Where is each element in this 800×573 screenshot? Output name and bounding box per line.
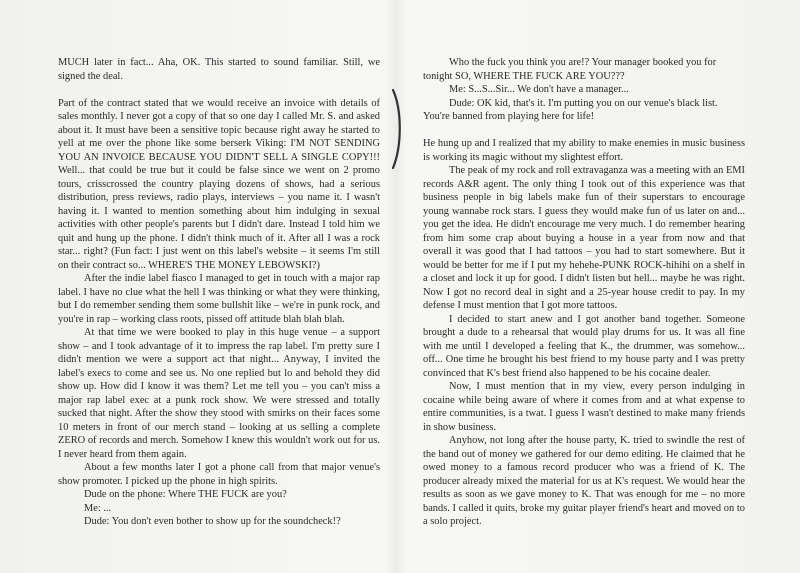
right-page bbox=[423, 56, 745, 529]
right-paragraph-1: He hung up and I realized that my ability to make enemies in music business is working its magic without my slightest effort. bbox=[423, 138, 745, 163]
left-dialogue-3: Dude: You don't even bother to show up for the soundcheck!? bbox=[84, 516, 341, 527]
left-paragraph-2: Part of the contract stated that we would receive an invoice with details of sales monthly. I never got a copy of that so one day I called Mr. S. and asked about it. It must have been a sensitive topic because right away he started to yell at me over the phone like some berserk Viking: I'M NOT SENDING YOU AN INVOICE BECAUSE YOU DIDN'T SELL A SINGLE COPY!!! Well... that could be true but it could be false since we went on 2 promo tours, crisscrossed the country playing dozens of shows, had a serious distribution, press reviews, radio plays, interviews – you name it. I wasn't having it. I wanted to mention something about him indulging in sexual activities with other people's parents but I didn't dare. Instead I told him we quit and hung up the phone. I didn't think much of it. After all I was a rock star... right? (Fun fact: I just went on this label's website – it seems I'm still on their contract so... WHERE'S THE MONEY LEBOWSKI?) bbox=[58, 97, 380, 271]
right-paragraph-3: I decided to start anew and I got another band together. Someone brought a dude to a rehearsal that would play drums for us. It was all fine with me until I developed a feeling that K., the drummer, was somehow... off... One time he brought his best friend to my house party and I was pretty convinced that K's best friend also happened to be his cocaine dealer. bbox=[423, 313, 745, 379]
left-paragraph-4: At that time we were booked to play in this huge venue – a support show – and I took advantage of it to impress the rap label. I'm pretty sure I didn't mention we were a support act that night... Anyway, I invited the label's execs to come and see us. No one replied but lo and behold they did show up. How did I know it was them? Let me tell you – you can't miss a major rap label exec at a punk rock show. We were stressed and totally sucked that night. After the show they stood with smirks on their faces some 10 meters in front of our merch stand – looking at us selling a complete ZERO of records and merch. Somehow I knew this wouldn't work out for us. I never heard from them again. bbox=[58, 327, 380, 460]
left-paragraph-3: After the indie label fiasco I managed to get in touch with a major rap label. I have no clue what the hell I was thinking or what they were thinking, but I do remember sending them some bullshit like – we're in punk rock, and you're in rap – working class roots, pissed off attitude blah blah blah. bbox=[58, 273, 380, 325]
right-paragraph-2: The peak of my rock and roll extravaganza was a meeting with an EMI records A&R agent. The only thing I took out of this experience was that business people in big labels make fun of their superstars to encourage young wannabe rock stars. I guess they would make fun of us later on and... you get the idea. He didn't encourage me very much. I do remember hearing from him some crap about buying a house in a year from now and that overall it was good that I had tattoos – you had to start somewhere. But it would be better for me if I put my hehehe-PUNK ROCK-hihihi on a shelf in a closet and lock it up for good. I didn't listen but hell... maybe he was right. Now I got no record deal in sight and a 25-year house credit to pay. In my defense I must mention that I got more tattoos. bbox=[423, 165, 745, 311]
right-paragraph-5: Anyhow, not long after the house party, K. tried to swindle the rest of the band out of money we gathered for our demo editing. He claimed that he owed money to a famous record producer who was a friend of K. The producer already mixed the material for us at K's request. We would hear the results as soon as we gave money to K. That was enough for me – no more bands. I called it quits, broke my guitar player friend's heart and moved on to a solo project. bbox=[423, 435, 745, 527]
right-dialogue-2: Me: S...S...Sir... We don't have a manager... bbox=[449, 84, 629, 95]
left-page bbox=[58, 56, 380, 529]
right-paragraph-4: Now, I must mention that in my view, every person indulging in cocaine while being aware of where it comes from and at what expense to entire communities, is a twat. I guess I wasn't destined to make many friends in show business. bbox=[423, 381, 745, 433]
left-paragraph-1: MUCH later in fact... Aha, OK. This started to sound familiar. Still, we signed the deal. bbox=[58, 57, 380, 82]
left-dialogue-2: Me: ... bbox=[84, 502, 112, 514]
left-paragraph-5: About a few months later I got a phone call from that major venue's show promoter. I picked up the phone in high spirits. bbox=[58, 462, 380, 487]
fold-mark-icon bbox=[390, 88, 404, 170]
right-dialogue-1: Who the fuck you think you are!? Your manager booked you for tonight SO, WHERE THE FUCK ARE YOU??? bbox=[423, 57, 717, 82]
right-dialogue-3: Dude: OK kid, that's it. I'm putting you on our venue's black list. You're banned from playing here for life! bbox=[423, 97, 718, 122]
left-dialogue-1: Dude on the phone: Where THE FUCK are you? bbox=[84, 489, 287, 500]
